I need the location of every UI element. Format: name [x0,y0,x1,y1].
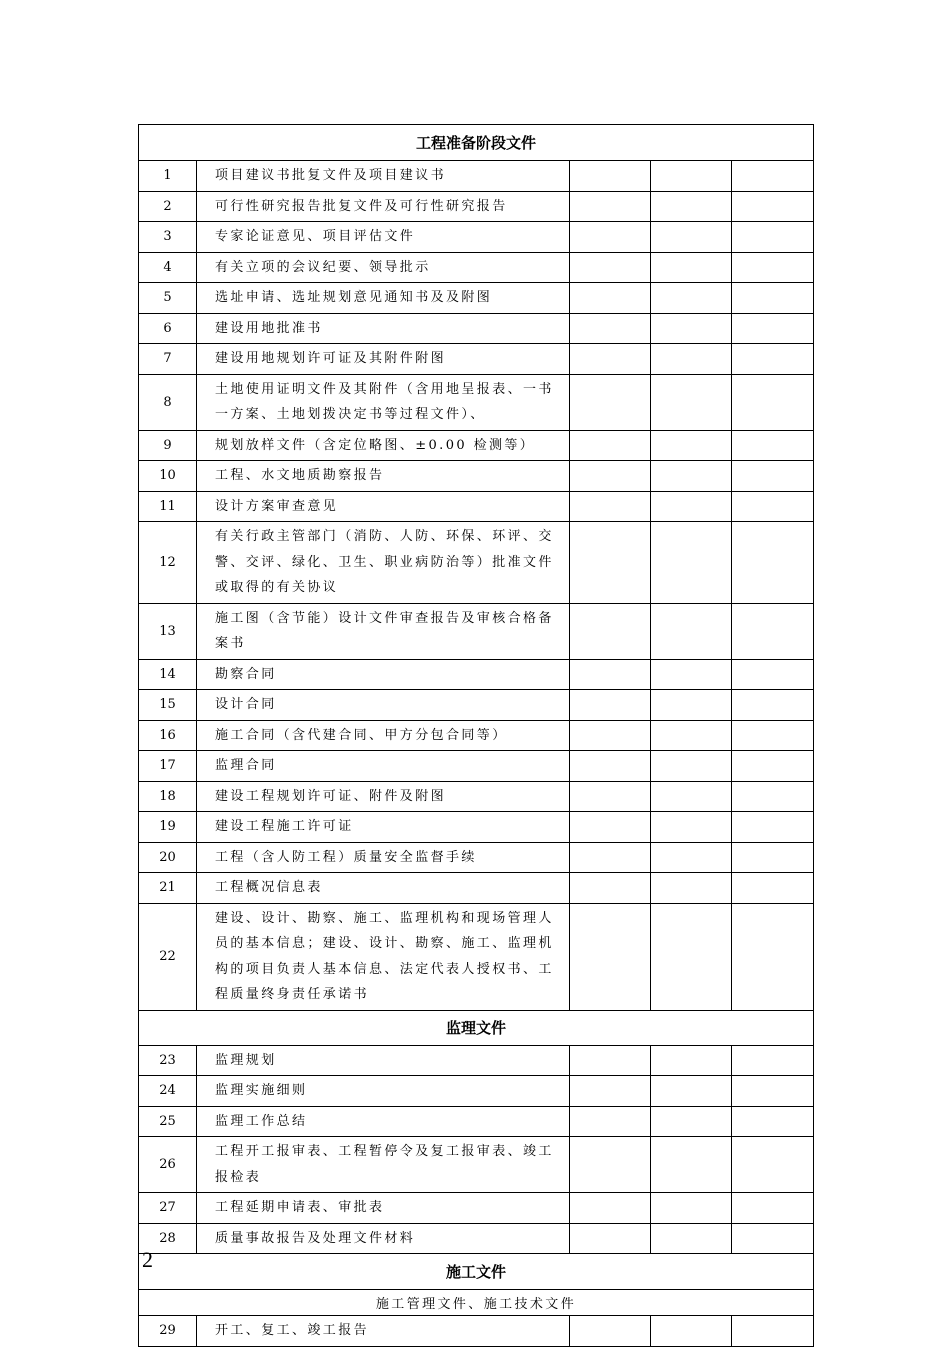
item-description: 可行性研究报告批复文件及可行性研究报告 [197,191,570,222]
empty-cell [651,690,732,721]
table-body [139,125,814,1347]
empty-cell [732,161,814,192]
table-row [139,1316,814,1347]
table-row [139,1193,814,1224]
empty-cell [732,781,814,812]
empty-cell [732,1076,814,1107]
item-description: 质量事故报告及处理文件材料 [197,1223,570,1254]
table-row [139,1045,814,1076]
empty-cell [651,1316,732,1347]
item-number: 10 [139,461,197,492]
empty-cell [732,522,814,604]
item-number: 18 [139,781,197,812]
empty-cell [732,659,814,690]
empty-cell [732,344,814,375]
table-row [139,659,814,690]
empty-cell [570,283,651,314]
item-description: 工程概况信息表 [197,873,570,904]
table-row [139,522,814,604]
empty-cell [732,491,814,522]
table-row [139,903,814,1010]
empty-cell [570,1076,651,1107]
empty-cell [651,491,732,522]
item-number: 1 [139,161,197,192]
empty-cell [732,313,814,344]
empty-cell [570,1316,651,1347]
empty-cell [570,430,651,461]
subsection-title: 施工管理文件、施工技术文件 [139,1290,814,1316]
item-description: 施工图（含节能）设计文件审查报告及审核合格备案书 [197,603,570,659]
item-number: 13 [139,603,197,659]
empty-cell [651,873,732,904]
subsection-row [139,1290,814,1316]
empty-cell [651,191,732,222]
empty-cell [651,903,732,1010]
item-description: 监理规划 [197,1045,570,1076]
item-description: 建设用地批准书 [197,313,570,344]
item-description: 开工、复工、竣工报告 [197,1316,570,1347]
empty-cell [651,313,732,344]
empty-cell [570,1223,651,1254]
empty-cell [570,751,651,782]
empty-cell [570,1106,651,1137]
item-number: 19 [139,812,197,843]
empty-cell [732,873,814,904]
table-row [139,491,814,522]
item-description: 建设用地规划许可证及其附件附图 [197,344,570,375]
empty-cell [651,374,732,430]
table-row [139,873,814,904]
item-number: 7 [139,344,197,375]
empty-cell [732,720,814,751]
empty-cell [732,1193,814,1224]
section-title: 工程准备阶段文件 [139,125,814,161]
empty-cell [732,430,814,461]
table-row [139,1076,814,1107]
table-row [139,344,814,375]
section-title: 监理文件 [139,1010,814,1045]
item-number: 25 [139,1106,197,1137]
empty-cell [732,252,814,283]
item-description: 设计方案审查意见 [197,491,570,522]
item-number: 24 [139,1076,197,1107]
empty-cell [570,313,651,344]
empty-cell [732,812,814,843]
item-number: 22 [139,903,197,1010]
empty-cell [570,1193,651,1224]
empty-cell [732,1223,814,1254]
empty-cell [651,1106,732,1137]
table-row [139,1223,814,1254]
section-header-row [139,125,814,161]
empty-cell [651,720,732,751]
empty-cell [570,1045,651,1076]
page-number: 2 [142,1247,153,1272]
empty-cell [570,603,651,659]
empty-cell [570,252,651,283]
empty-cell [732,1106,814,1137]
empty-cell [732,842,814,873]
item-number: 21 [139,873,197,904]
item-description: 监理工作总结 [197,1106,570,1137]
item-description: 项目建议书批复文件及项目建议书 [197,161,570,192]
empty-cell [570,191,651,222]
empty-cell [570,781,651,812]
empty-cell [570,690,651,721]
item-number: 20 [139,842,197,873]
empty-cell [651,283,732,314]
empty-cell [651,1137,732,1193]
empty-cell [570,842,651,873]
section-header-row [139,1254,814,1290]
item-number: 23 [139,1045,197,1076]
empty-cell [570,659,651,690]
item-description: 监理合同 [197,751,570,782]
item-number: 3 [139,222,197,253]
empty-cell [651,842,732,873]
item-description: 土地使用证明文件及其附件（含用地呈报表、一书一方案、土地划拨决定书等过程文件）、 [197,374,570,430]
item-description: 施工合同（含代建合同、甲方分包合同等） [197,720,570,751]
empty-cell [651,222,732,253]
empty-cell [732,191,814,222]
item-number: 27 [139,1193,197,1224]
item-number: 6 [139,313,197,344]
item-number: 2 [139,191,197,222]
item-description: 专家论证意见、项目评估文件 [197,222,570,253]
empty-cell [732,461,814,492]
item-description: 勘察合同 [197,659,570,690]
empty-cell [651,1193,732,1224]
section-title: 施工文件 [139,1254,814,1290]
item-number: 4 [139,252,197,283]
item-number: 12 [139,522,197,604]
table-row [139,161,814,192]
empty-cell [651,1076,732,1107]
empty-cell [570,1137,651,1193]
item-number: 26 [139,1137,197,1193]
empty-cell [570,720,651,751]
empty-cell [570,522,651,604]
empty-cell [651,812,732,843]
item-number: 14 [139,659,197,690]
empty-cell [651,751,732,782]
empty-cell [570,903,651,1010]
table-row [139,781,814,812]
item-number: 9 [139,430,197,461]
item-number: 17 [139,751,197,782]
archive-file-table [138,124,814,1347]
item-description: 规划放样文件（含定位略图、±0.00 检测等） [197,430,570,461]
empty-cell [651,344,732,375]
table-row [139,222,814,253]
empty-cell [732,1045,814,1076]
item-number: 8 [139,374,197,430]
empty-cell [570,344,651,375]
empty-cell [732,603,814,659]
table-row [139,252,814,283]
empty-cell [651,252,732,283]
table-row [139,751,814,782]
item-number: 11 [139,491,197,522]
empty-cell [732,751,814,782]
empty-cell [570,222,651,253]
item-description: 有关立项的会议纪要、领导批示 [197,252,570,283]
table-row [139,283,814,314]
empty-cell [651,1223,732,1254]
table-row [139,374,814,430]
item-description: 工程延期申请表、审批表 [197,1193,570,1224]
empty-cell [732,690,814,721]
table-row [139,1137,814,1193]
empty-cell [570,491,651,522]
empty-cell [651,781,732,812]
empty-cell [651,1045,732,1076]
table-row [139,430,814,461]
empty-cell [651,430,732,461]
table-row [139,690,814,721]
empty-cell [651,659,732,690]
item-number: 29 [139,1316,197,1347]
table-row [139,313,814,344]
table-row [139,842,814,873]
empty-cell [732,1137,814,1193]
item-number: 15 [139,690,197,721]
item-number: 28 [139,1223,197,1254]
table-row [139,1106,814,1137]
empty-cell [651,161,732,192]
empty-cell [570,873,651,904]
item-number: 16 [139,720,197,751]
item-description: 工程、水文地质勘察报告 [197,461,570,492]
item-number: 5 [139,283,197,314]
table-row [139,461,814,492]
item-description: 建设工程施工许可证 [197,812,570,843]
item-description: 工程（含人防工程）质量安全监督手续 [197,842,570,873]
table-row [139,191,814,222]
empty-cell [570,161,651,192]
empty-cell [732,903,814,1010]
item-description: 工程开工报审表、工程暂停令及复工报审表、竣工报检表 [197,1137,570,1193]
empty-cell [651,522,732,604]
empty-cell [732,222,814,253]
item-description: 建设工程规划许可证、附件及附图 [197,781,570,812]
empty-cell [732,1316,814,1347]
empty-cell [570,812,651,843]
empty-cell [651,461,732,492]
item-description: 监理实施细则 [197,1076,570,1107]
table-row [139,812,814,843]
item-description: 建设、设计、勘察、施工、监理机构和现场管理人员的基本信息；建设、设计、勘察、施工、监理机构的项目负责人基本信息、法定代表人授权书、工程质量终身责任承诺书 [197,903,570,1010]
empty-cell [732,283,814,314]
empty-cell [651,603,732,659]
empty-cell [570,461,651,492]
item-description: 有关行政主管部门（消防、人防、环保、环评、交警、交评、绿化、卫生、职业病防治等）批准文件或取得的有关协议 [197,522,570,604]
section-header-row [139,1010,814,1045]
empty-cell [570,374,651,430]
item-description: 设计合同 [197,690,570,721]
table-row [139,603,814,659]
empty-cell [732,374,814,430]
item-description: 选址申请、选址规划意见通知书及及附图 [197,283,570,314]
table-row [139,720,814,751]
